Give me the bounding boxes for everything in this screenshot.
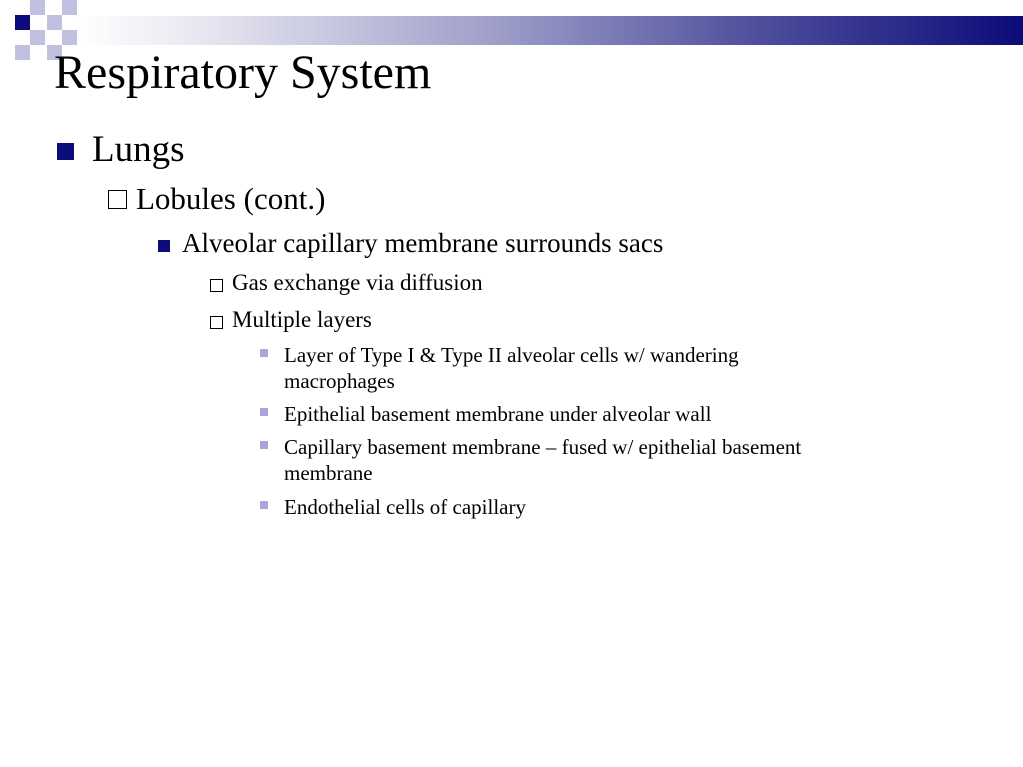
slide-title: Respiratory System xyxy=(54,46,432,99)
outline-text-level1: Lungs xyxy=(92,129,185,170)
square-bullet-icon xyxy=(57,143,74,160)
outline-text-level2: Lobules (cont.) xyxy=(136,181,326,216)
square-bullet-icon xyxy=(158,240,170,252)
outline-text-level4: Multiple layers xyxy=(232,307,372,332)
hollow-square-bullet-icon xyxy=(210,316,223,329)
small-square-bullet-icon xyxy=(260,408,268,416)
outline-text-level5-continuation: membrane xyxy=(284,461,373,485)
small-square-bullet-icon xyxy=(260,349,268,357)
small-square-bullet-icon xyxy=(260,441,268,449)
hollow-square-bullet-icon xyxy=(108,190,127,209)
outline-text-level4: Gas exchange via diffusion xyxy=(232,270,483,295)
outline-text-level5: Layer of Type I & Type II alveolar cells w/ wandering xyxy=(284,343,739,367)
outline-text-level5: Capillary basement membrane – fused w/ epithelial basement xyxy=(284,435,802,459)
outline-text-level3: Alveolar capillary membrane surrounds sacs xyxy=(182,228,664,258)
small-square-bullet-icon xyxy=(260,501,268,509)
outline-text-level5: Endothelial cells of capillary xyxy=(284,495,526,519)
hollow-square-bullet-icon xyxy=(210,279,223,292)
outline-text-level5-continuation: macrophages xyxy=(284,369,395,393)
outline-text-level5: Epithelial basement membrane under alveolar wall xyxy=(284,402,712,426)
